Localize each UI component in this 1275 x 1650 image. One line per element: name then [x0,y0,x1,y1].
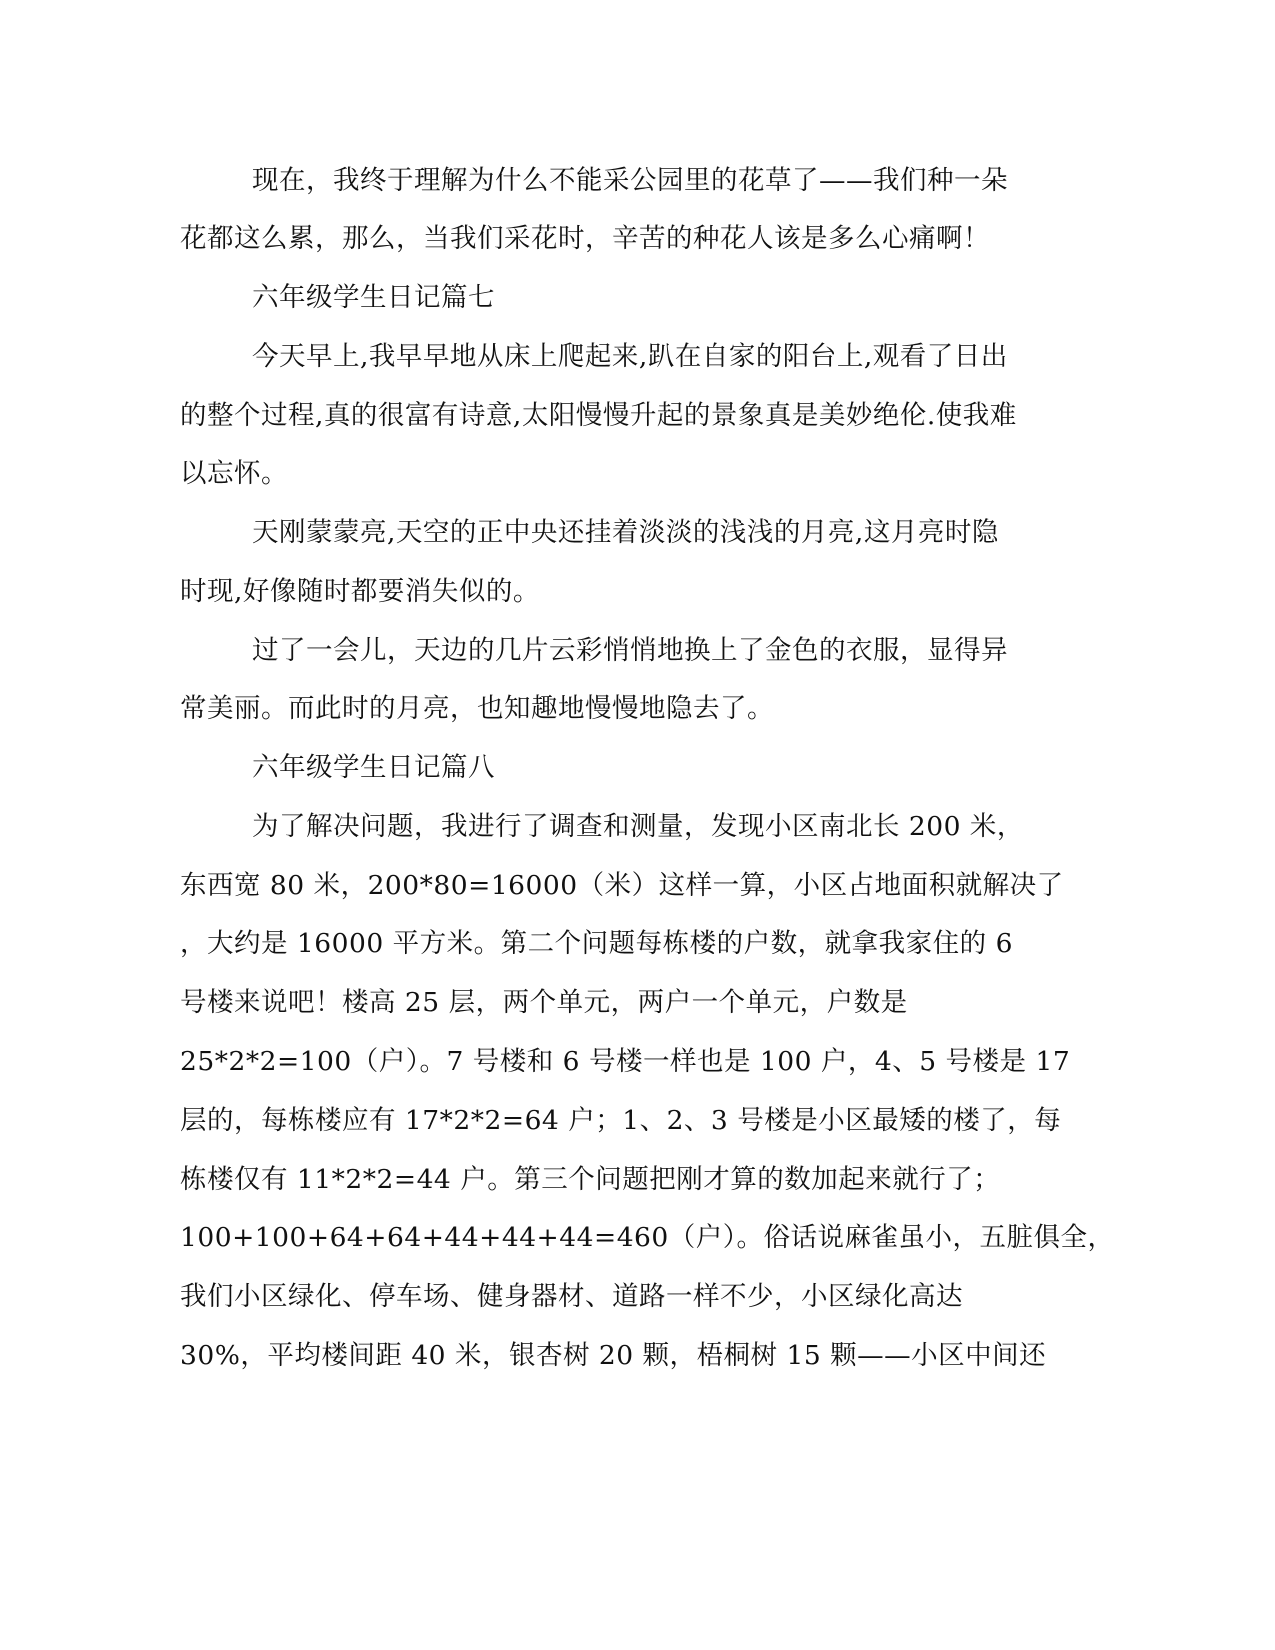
paragraph-line: 号楼来说吧！楼高 25 层，两个单元，两户一个单元，户数是 [180,987,908,1018]
paragraph-line: 常美丽。而此时的月亮，也知趣地慢慢地隐去了。 [180,693,774,724]
section-heading: 六年级学生日记篇八 [252,752,495,783]
paragraph-line: 东西宽 80 米，200*80=16000（米）这样一算，小区占地面积就解决了 [180,870,1064,901]
paragraph-line: 现在，我终于理解为什么不能采公园里的花草了——我们种一朵 [252,165,1008,196]
paragraph-line: 时现,好像随时都要消失似的。 [180,576,540,607]
paragraph-line: 过了一会儿，天边的几片云彩悄悄地换上了金色的衣服，显得异 [252,635,1008,666]
paragraph-line: 栋楼仅有 11*2*2=44 户。第三个问题把刚才算的数加起来就行了； [180,1164,1001,1195]
paragraph-line: 天刚蒙蒙亮,天空的正中央还挂着淡淡的浅浅的月亮,这月亮时隐 [252,517,999,548]
paragraph-line: 25*2*2=100（户）。7 号楼和 6 号楼一样也是 100 户，4、5 号楼是 17 [180,1046,1071,1077]
paragraph-line: 100+100+64+64+44+44+44=460（户）。俗话说麻雀虽小，五脏俱全， [180,1222,1115,1253]
paragraph-line: 我们小区绿化、停车场、健身器材、道路一样不少，小区绿化高达 [180,1281,963,1312]
paragraph-line: 为了解决问题，我进行了调查和测量，发现小区南北长 200 米， [252,811,1024,842]
paragraph-line: 以忘怀。 [180,458,288,489]
section-heading: 六年级学生日记篇七 [252,282,495,313]
paragraph-line: 花都这么累，那么，当我们采花时，辛苦的种花人该是多么心痛啊！ [180,223,990,254]
paragraph-line: 层的，每栋楼应有 17*2*2=64 户；1、2、3 号楼是小区最矮的楼了，每 [180,1105,1062,1136]
paragraph-line: 的整个过程,真的很富有诗意,太阳慢慢升起的景象真是美妙绝伦.使我难 [180,400,1017,431]
paragraph-line: 今天早上,我早早地从床上爬起来,趴在自家的阳台上,观看了日出 [252,341,1008,372]
paragraph-line: 30%，平均楼间距 40 米，银杏树 20 颗，梧桐树 15 颗——小区中间还 [180,1340,1047,1371]
paragraph-line: ，大约是 16000 平方米。第二个问题每栋楼的户数，就拿我家住的 6 [180,928,1013,959]
